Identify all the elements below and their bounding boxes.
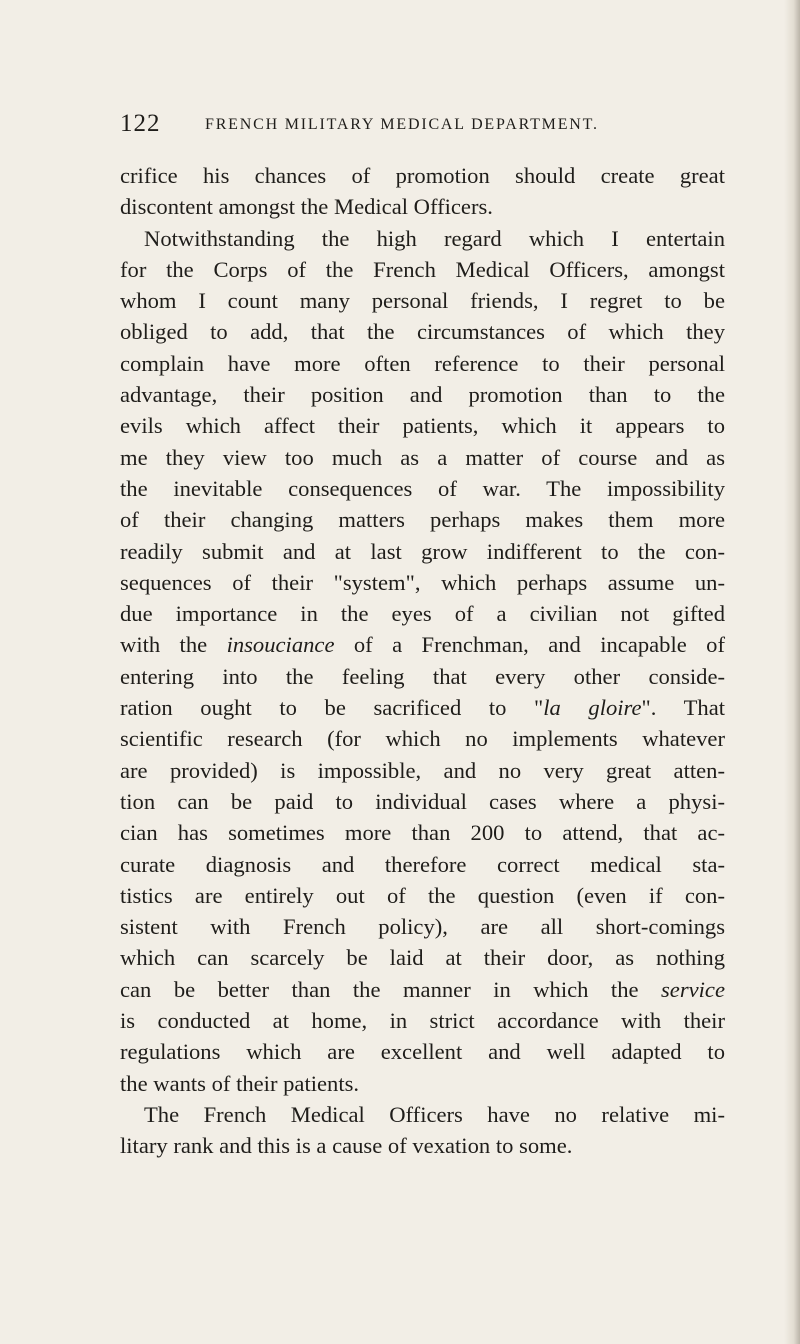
- text-line: discontent amongst the Medical Officers.: [120, 194, 493, 220]
- text-line: curate diagnosis and therefore correct medical sta-: [120, 851, 725, 877]
- page-number: 122: [120, 110, 161, 137]
- text-line: entering into the feeling that every other conside-: [120, 663, 725, 689]
- text-line: sistent with French policy), are all short-comings: [120, 914, 725, 940]
- text-fragment: of a Frenchman, and incapable of: [334, 632, 725, 658]
- text-line: advantage, their position and promotion than to the: [120, 382, 725, 408]
- text-line: crifice his chances of promotion should create great: [120, 163, 725, 188]
- text-fragment: with the: [120, 632, 227, 658]
- text-fragment: ration ought to be sacrificed to ": [120, 695, 544, 721]
- body-text: [120, 160, 725, 1162]
- text-line: tion can be paid to individual cases where a physi-: [120, 788, 725, 814]
- text-line: are provided) is impossible, and no very great atten-: [120, 757, 725, 783]
- text-fragment: ". That: [641, 695, 726, 721]
- text-line: cian has sometimes more than 200 to attend, that ac-: [120, 820, 725, 846]
- text-line: for the Corps of the French Medical Officers, amongst: [120, 256, 725, 282]
- text-line: the inevitable consequences of war. The impossibility: [120, 475, 725, 501]
- text-line: tistics are entirely out of the question (even if con-: [120, 882, 725, 908]
- text-line: regulations which are excellent and well adapted to: [120, 1039, 725, 1065]
- running-header: [120, 110, 740, 146]
- text-line: which can scarcely be laid at their door, as nothing: [120, 945, 725, 971]
- text-line: readily submit and at last grow indifferent to the con-: [120, 538, 725, 564]
- text-line: me they view too much as a matter of course and as: [120, 444, 725, 470]
- text-line: of their changing matters perhaps makes them more: [120, 507, 725, 533]
- text-line: Notwithstanding the high regard which I entertain: [144, 225, 725, 251]
- text-fragment: can be better than the manner in which the: [120, 976, 662, 1002]
- italic-term: service: [661, 976, 725, 1002]
- text-line: is conducted at home, in strict accordance with their: [120, 1008, 725, 1034]
- text-line: the wants of their patients.: [120, 1070, 360, 1096]
- text-line: The French Medical Officers have no relative mi-: [144, 1101, 725, 1127]
- text-line-mixed: [120, 629, 725, 660]
- text-line-mixed: [120, 974, 725, 1005]
- text-line: complain have more often reference to their personal: [120, 350, 725, 376]
- text-line: obliged to add, that the circumstances of which they: [120, 319, 725, 345]
- text-line: due importance in the eyes of a civilian not gifted: [120, 601, 725, 627]
- running-title: FRENCH MILITARY MEDICAL DEPARTMENT.: [205, 116, 599, 133]
- text-line: scientific research (for which no implements whatever: [120, 726, 725, 752]
- text-line: litary rank and this is a cause of vexation to some.: [120, 1133, 573, 1159]
- page-edge-shadow: [784, 0, 800, 1344]
- text-line: evils which affect their patients, which it appears to: [120, 413, 725, 439]
- text-line-mixed: [120, 692, 725, 723]
- text-line: sequences of their "system", which perhaps assume un-: [120, 569, 725, 595]
- italic-term: insouciance: [226, 632, 335, 658]
- italic-term: la gloire: [543, 695, 642, 721]
- text-line: whom I count many personal friends, I regret to be: [120, 288, 725, 314]
